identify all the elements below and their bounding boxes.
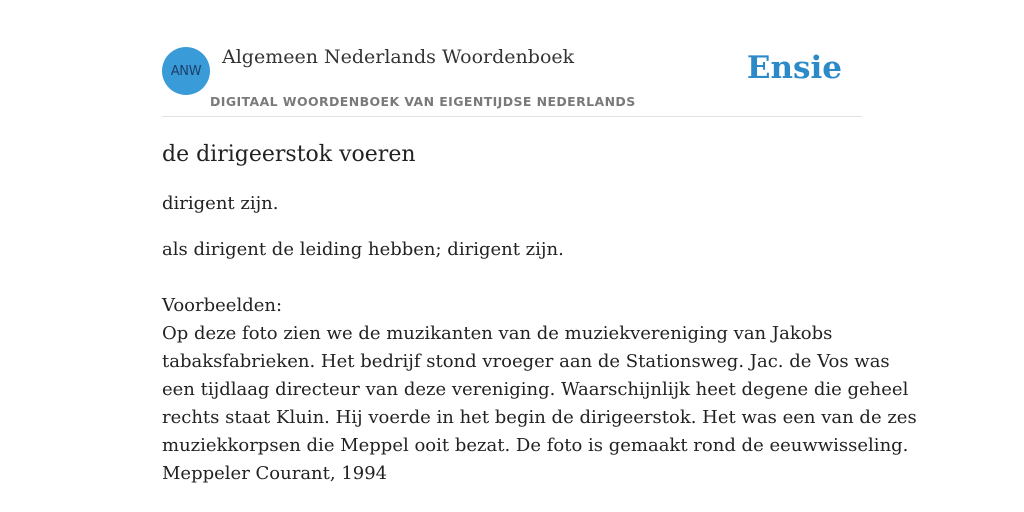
examples-label: Voorbeelden: — [162, 295, 283, 316]
site-header — [162, 0, 862, 117]
example-source: Meppeler Courant, 1994 — [162, 463, 388, 484]
example-line: muziekkorpsen die Meppel ooit bezat. De foto is gemaakt rond de eeuwwisseling. — [162, 435, 909, 456]
long-definition: als dirigent de leiding hebben; dirigent zijn. — [162, 239, 564, 260]
entry-content — [162, 140, 917, 488]
site-subtitle: DIGITAAL WOORDENBOEK VAN EIGENTIJDSE NEDERLANDS — [210, 94, 636, 109]
site-title[interactable]: Algemeen Nederlands Woordenboek — [222, 46, 575, 68]
anw-logo-text: ANW — [170, 63, 202, 79]
short-definition: dirigent zijn. — [162, 193, 279, 214]
anw-logo[interactable] — [162, 47, 210, 95]
examples-block — [162, 292, 917, 488]
example-line: een tijdlaag directeur van deze vereniging. Waarschijnlijk heet degene die geheel — [162, 379, 909, 400]
example-line: Op deze foto zien we de muzikanten van de muziekvereniging van Jakobs — [162, 323, 833, 344]
entry-headword: de dirigeerstok voeren — [162, 142, 416, 167]
example-line: tabaksfabrieken. Het bedrijf stond vroeger aan de Stationsweg. Jac. de Vos was — [162, 351, 890, 372]
ensie-brand-logo[interactable]: Ensie — [746, 50, 842, 86]
example-line: rechts staat Kluin. Hij voerde in het begin de dirigeerstok. Het was een van de zes — [162, 407, 917, 428]
